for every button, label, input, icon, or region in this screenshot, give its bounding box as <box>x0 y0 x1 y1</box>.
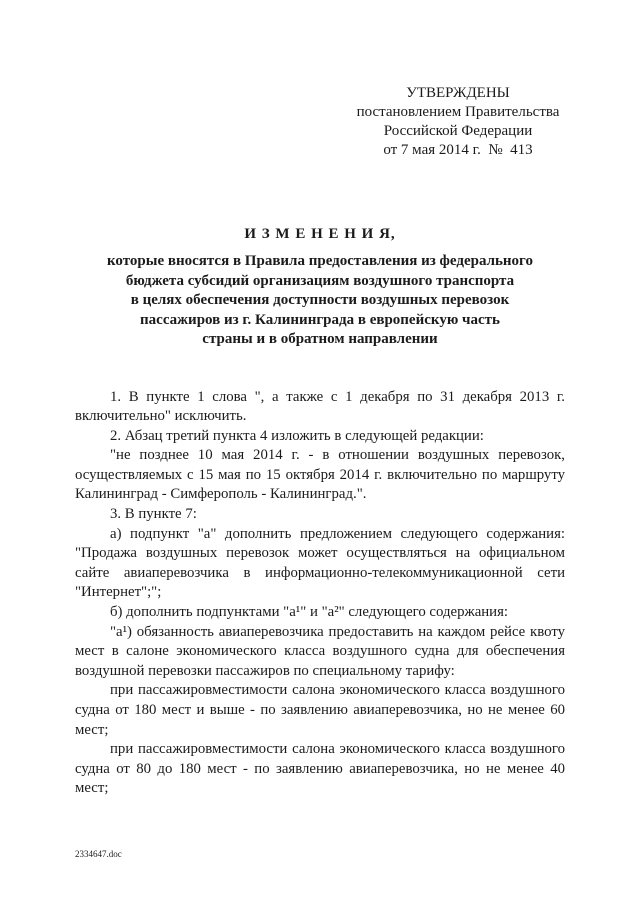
body-paragraph: при пассажировместимости салона экономического класса воздушного судна от 80 до 180 мест - по заявлению авиаперевозчика, но не менее 40 мест; <box>75 741 565 797</box>
body-paragraph: 3. В пункте 7: <box>110 506 197 523</box>
subtitle-line: в целях обеспечения доступности воздушных перевозок <box>130 292 510 308</box>
body-paragraph: при пассажировместимости салона экономического класса воздушного судна от 180 мест и выше - по заявлению авиаперевозчика, но не менее 60 мест; <box>75 682 565 738</box>
subtitle-line: которые вносятся в Правила предоставления из федерального <box>106 253 533 269</box>
document-title: И З М Е Н Е Н И Я, <box>244 226 396 242</box>
footer-filename: 2334647.doc <box>75 849 122 859</box>
body-paragraph: б) дополнить подпунктами "а¹" и "а²" следующего содержания: <box>110 604 509 621</box>
subtitle-line: пассажиров из г. Калининграда в европейскую часть <box>140 311 500 328</box>
document-body <box>75 388 565 799</box>
body-paragraph: "а¹) обязанность авиаперевозчика предоставить на каждом рейсе квоту мест в салоне экономического класса воздушного судна для обеспечения воздушной перевозки пассажиров по специальному тарифу: <box>75 623 565 679</box>
body-paragraph: 2. Абзац третий пункта 4 изложить в следующей редакции: <box>110 427 484 444</box>
subtitle-line: бюджета субсидий организациям воздушного транспорта <box>125 272 515 289</box>
approval-line: Российской Федерации <box>383 123 533 139</box>
approval-line: постановлением Правительства <box>356 104 560 120</box>
subtitle-line: страны и в обратном направлении <box>202 331 438 347</box>
document-subtitle <box>0 252 640 350</box>
body-paragraph: "не позднее 10 мая 2014 г. - в отношении воздушных перевозок, осуществляемых с 15 мая по 15 октября 2014 г. включительно по маршруту Калининград - Симферополь - Калининград.". <box>75 447 565 503</box>
body-paragraph: а) подпункт "а" дополнить предложением следующего содержания: "Продажа воздушных перевозок может осуществляться на официальном сайте авиаперевозчика в информационно-телекоммуникационной сети "Интернет";"; <box>75 525 565 601</box>
approval-line: от 7 мая 2014 г. № 413 <box>383 142 533 158</box>
approval-block <box>346 84 570 160</box>
body-paragraph: 1. В пункте 1 слова ", а также с 1 декабря по 31 декабря 2013 г. включительно" исключить. <box>75 388 565 425</box>
approval-line: УТВЕРЖДЕНЫ <box>406 85 510 101</box>
